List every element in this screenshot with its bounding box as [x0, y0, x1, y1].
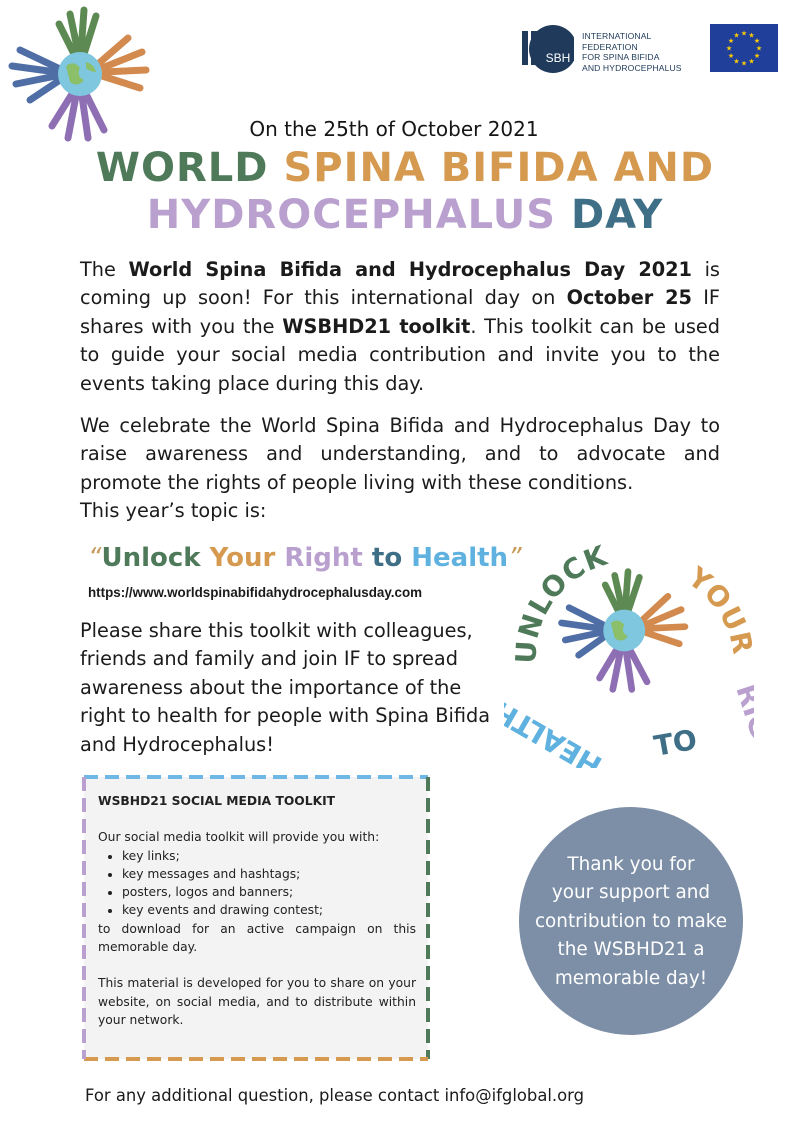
campaign-url-link[interactable]: https://www.worldspinabifidahydrocephalusday.com [88, 585, 423, 600]
toolkit-item: • key events and drawing contest; [122, 901, 416, 919]
slogan-word: Health [411, 543, 509, 573]
intro-bold-date: October 25 [566, 286, 692, 310]
quote-open: “ [88, 543, 102, 573]
toolkit-list [98, 847, 416, 920]
eu-star-icon: ★ [733, 57, 740, 66]
quote-close: ” [508, 543, 522, 573]
intro-bold-toolkit: WSBHD21 toolkit [282, 314, 471, 338]
event-date: On the 25th of October 2021 [249, 117, 539, 141]
slogan-word: Unlock [101, 543, 201, 573]
badge-word: UNLOCK [509, 538, 612, 665]
title-word-world: WORLD [95, 145, 269, 191]
toolkit-note: This material is developed for you to share on your website, on social media, and to distribute within your network. [98, 976, 416, 1027]
toolkit-lead: Our social media toolkit will provide you with: [98, 830, 380, 845]
title-word-hydrocephalus: HYDROCEPHALUS [146, 192, 556, 238]
slogan-word: to [371, 543, 403, 573]
intro-text: is coming up soon! For this international day on [80, 258, 720, 310]
toolkit-heading: WSBHD21 SOCIAL MEDIA TOOLKIT [98, 794, 336, 808]
if-sub-text: SBH [545, 51, 571, 65]
federation-name-line: INTERNATIONAL FEDERATION [582, 31, 652, 52]
badge-word-to: TO [651, 722, 700, 763]
eu-star-icon: ★ [755, 44, 763, 53]
eu-flag-icon [710, 24, 778, 72]
title-word-spina-bifida: SPINA BIFIDA AND [283, 145, 715, 191]
eu-star-icon: ★ [727, 37, 735, 45]
unlock-badge-graphic [504, 528, 754, 768]
toolkit-box [82, 775, 430, 1061]
if-sbh-logo [520, 22, 700, 76]
share-paragraph: Please share this toolkit with colleagues, friends and family and join IF to spread awareness about the importance of the right to health for people with Spina Bifida and Hydrocephalus! [80, 619, 491, 756]
eu-star-icon: ★ [748, 31, 755, 40]
eu-star-icon: ★ [753, 52, 761, 60]
page-title-line-1 [0, 146, 800, 190]
thank-you-line: the WSBHD21 a [557, 939, 705, 961]
eu-star-icon: ★ [748, 57, 755, 66]
thank-you-line: your support and [551, 882, 711, 904]
slogan-word: Right [284, 543, 363, 573]
intro-paragraph [80, 256, 720, 398]
thank-you-line: contribution to make [534, 910, 728, 932]
federation-name-line: AND HYDROCEPHALUS [582, 62, 682, 73]
eu-star-icon: ★ [753, 37, 761, 45]
intro-text: IF shares with you the [80, 286, 720, 338]
celebrate-text: We celebrate the World Spina Bifida and Hydrocephalus Day to raise awareness and understanding, and to advocate and promote the rights of people living with these conditions. [80, 414, 720, 494]
intro-text: . This toolkit can be used to guide your social media contribution and invite you to the events taking place during this day. [80, 314, 720, 395]
badge-word-right: RIGHT [729, 679, 754, 768]
federation-name-line: FOR SPINA BIFIDA [582, 52, 660, 63]
federation-name [582, 31, 700, 73]
toolkit-item: • key messages and hashtags; [122, 865, 416, 883]
intro-bold-event: World Spina Bifida and Hydrocephalus Day 2021 [128, 258, 692, 281]
title-word-day: DAY [570, 192, 664, 238]
thank-you-line: memorable day! [554, 967, 708, 989]
eu-star-icon: ★ [740, 29, 748, 38]
toolkit-item: • key links; [122, 847, 416, 865]
toolkit-after: to download for an active campaign on this memorable day. [98, 921, 416, 955]
topic-intro: This year’s topic is: [80, 499, 267, 523]
if-circle-icon [520, 22, 574, 76]
eu-star-icon: ★ [733, 31, 740, 40]
page-title-line-2 [0, 193, 800, 237]
thank-you-line: Thank you for [567, 854, 695, 875]
slogan-word: Your [209, 543, 276, 573]
badge-word-your [681, 560, 754, 658]
eu-star-icon: ★ [727, 52, 735, 60]
badge-word-health: HEALTH [504, 693, 608, 768]
thank-you-circle [519, 807, 743, 1035]
intro-text: The [80, 258, 129, 281]
eu-star-icon: ★ [740, 59, 748, 68]
thank-you-text [519, 851, 743, 993]
toolkit-item: • posters, logos and banners; [122, 883, 416, 901]
badge-word: YOU [682, 560, 753, 637]
contact-line: For any additional question, please contact info@ifglobal.org [85, 1086, 585, 1105]
campaign-slogan [88, 543, 522, 573]
eu-star-icon: ★ [725, 44, 733, 53]
celebrate-paragraph [80, 412, 720, 526]
toolkit-content [98, 792, 416, 1029]
